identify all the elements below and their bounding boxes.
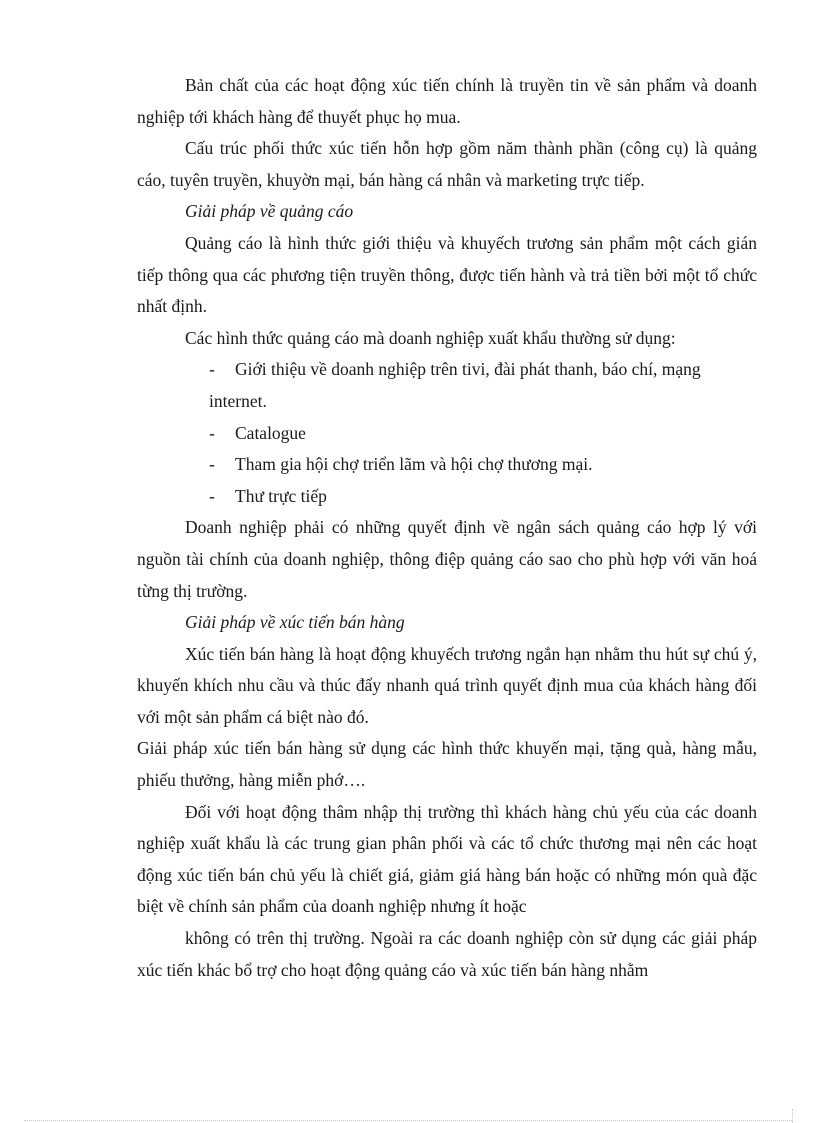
paragraph-advertising-definition: Quảng cáo là hình thức giới thiệu và khuyếch trương sản phẩm một cách gián tiếp thông qua các phương tiện truyền thông, được tiến hành và trả tiền bởi một tổ chức nhất định. (137, 232, 757, 317)
list-item-text: Catalogue (235, 422, 306, 443)
paragraph-sales-promotion-forms: Giải pháp xúc tiến bán hàng sử dụng các hình thức khuyến mại, tặng quà, hàng mẫu, phiếu thưởng, hàng miễn phớ…. (137, 738, 757, 791)
list-item-text: Thư trực tiếp (235, 485, 327, 506)
list-item-text: Tham gia hội chợ triển lãm và hội chợ thương mại. (235, 454, 593, 475)
list-item-trade-fairs (137, 449, 757, 481)
list-item-catalogue (137, 418, 757, 450)
list-item-tv-radio-press (137, 354, 757, 417)
paragraph-supporting-solutions: không có trên thị trường. Ngoài ra các doanh nghiệp còn sử dụng các giải pháp xúc tiến khác bổ trợ cho hoạt động quảng cáo và xúc tiến bán hàng nhằm (137, 928, 757, 980)
paragraph-advertising-forms-intro: Các hình thức quảng cáo mà doanh nghiệp xuất khẩu thường sử dụng: (185, 327, 676, 348)
page-bottom-border (24, 1120, 792, 1121)
heading-sales-promotion-solution: Giải pháp về xúc tiến bán hàng (185, 612, 405, 633)
paragraph-promotion-mix-structure: Cấu trúc phối thức xúc tiến hỗn hợp gồm năm thành phần (công cụ) là quảng cáo, tuyên truyền, khuyờn mại, bán hàng cá nhân và marketing trực tiếp. (137, 138, 757, 190)
list-item-direct-mail (137, 481, 757, 513)
bullet-marker: - (209, 422, 215, 443)
bullet-marker: - (209, 359, 215, 380)
paragraph-sales-promotion-definition: Xúc tiến bán hàng là hoạt động khuyếch trương ngắn hạn nhằm thu hút sự chú ý, khuyến khích nhu cầu và thúc đẩy nhanh quá trình quyết định mua của khách hàng đối với một sản phẩm cá biệt nào đó. (137, 643, 757, 727)
document-body (137, 70, 757, 986)
list-item-text: Giới thiệu về doanh nghiệp trên tivi, đài phát thanh, báo chí, mạng (235, 359, 701, 380)
page-corner-mark (792, 1109, 793, 1123)
bullet-marker: - (209, 485, 215, 506)
paragraph-market-penetration: Đối với hoạt động thâm nhập thị trường thì khách hàng chủ yếu của các doanh nghiệp xuất khẩu là các trung gian phân phối và các tổ chức thương mại nên các hoạt động xúc tiến bán chủ yếu là chiết giá, giảm giá hàng bán hoặc có những món quà đặc biệt về chính sản phẩm của doanh nghiệp nhưng ít hoặc (137, 801, 757, 917)
heading-advertising-solution: Giải pháp về quảng cáo (185, 201, 354, 222)
bullet-marker: - (209, 454, 215, 475)
list-item-text-continued: internet. (209, 390, 267, 411)
paragraph-advertising-budget: Doanh nghiệp phải có những quyết định về ngân sách quảng cáo hợp lý với nguồn tài chính của doanh nghiệp, thông điệp quảng cáo sao cho phù hợp với văn hoá từng thị trường. (137, 517, 757, 601)
paragraph-promotion-nature: Bản chất của các hoạt động xúc tiến chính là truyền tin về sản phẩm và doanh nghiệp tới khách hàng để thuyết phục họ mua. (137, 75, 757, 127)
